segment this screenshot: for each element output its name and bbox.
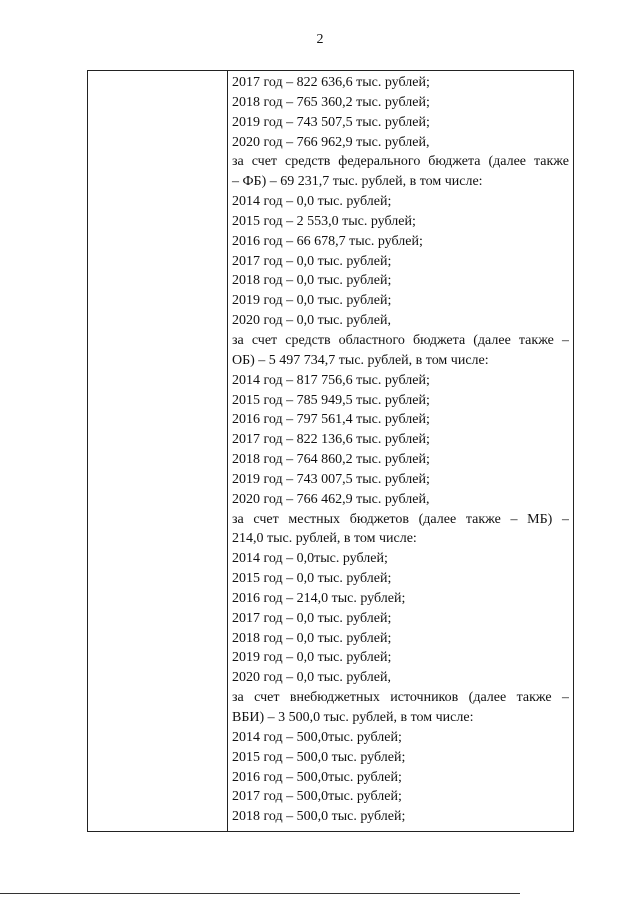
text-line: 2016 год – 797 561,4 тыс. рублей; [232, 412, 430, 428]
text-line: 2016 год – 66 678,7 тыс. рублей; [232, 233, 423, 249]
text-line: 2019 год – 743 007,5 тыс. рублей; [232, 471, 430, 487]
text-line: 2018 год – 500,0 тыс. рублей; [232, 809, 406, 825]
text-line: 2020 год – 766 962,9 тыс. рублей, [232, 134, 430, 150]
text-line: 2014 год – 0,0 тыс. рублей; [232, 194, 392, 210]
text-line: 2015 год – 785 949,5 тыс. рублей; [232, 392, 430, 408]
text-line: 2017 год – 0,0 тыс. рублей; [232, 253, 392, 269]
text-line: 2017 год – 500,0тыс. рублей; [232, 789, 402, 805]
text-line: за счет местных бюджетов (далее также – МБ) – [232, 511, 569, 527]
table-left-cell [88, 71, 228, 831]
text-line: 2015 год – 2 553,0 тыс. рублей; [232, 213, 416, 229]
text-line: за счет средств федерального бюджета (далее также [232, 154, 569, 170]
text-line: 2019 год – 743 507,5 тыс. рублей; [232, 114, 430, 130]
text-line: 214,0 тыс. рублей, в том числе: [232, 531, 417, 547]
text-line: 2017 год – 822 136,6 тыс. рублей; [232, 432, 430, 448]
text-line: ОБ) – 5 497 734,7 тыс. рублей, в том числе: [232, 352, 489, 368]
text-line: ВБИ) – 3 500,0 тыс. рублей, в том числе: [232, 710, 474, 725]
text-line: за счет средств областного бюджета (далее также – [232, 332, 569, 348]
text-line: 2019 год – 0,0 тыс. рублей; [232, 650, 392, 666]
footer-divider [0, 893, 520, 894]
text-line: 2014 год – 817 756,6 тыс. рублей; [232, 372, 430, 388]
text-line: – ФБ) – 69 231,7 тыс. рублей, в том числе: [232, 174, 483, 190]
text-line: 2018 год – 765 360,2 тыс. рублей; [232, 94, 430, 110]
text-line: 2015 год – 500,0 тыс. рублей; [232, 749, 406, 765]
text-line: за счет внебюджетных источников (далее также – [232, 690, 569, 706]
text-line: 2020 год – 0,0 тыс. рублей, [232, 313, 391, 329]
table-right-cell [228, 71, 573, 831]
text-line: 2016 год – 214,0 тыс. рублей; [232, 590, 406, 606]
text-line: 2015 год – 0,0 тыс. рублей; [232, 571, 392, 587]
text-line: 2017 год – 822 636,6 тыс. рублей; [232, 75, 430, 90]
text-line: 2018 год – 0,0 тыс. рублей; [232, 630, 392, 646]
text-line: 2020 год – 0,0 тыс. рублей, [232, 670, 391, 686]
text-line: 2017 год – 0,0 тыс. рублей; [232, 610, 392, 626]
text-line: 2016 год – 500,0тыс. рублей; [232, 769, 402, 785]
text-line: 2019 год – 0,0 тыс. рублей; [232, 293, 392, 309]
text-line: 2018 год – 0,0 тыс. рублей; [232, 273, 392, 289]
text-line: 2020 год – 766 462,9 тыс. рублей, [232, 491, 430, 507]
text-line: 2014 год – 0,0тыс. рублей; [232, 551, 388, 567]
text-line: 2014 год – 500,0тыс. рублей; [232, 729, 402, 745]
text-line: 2018 год – 764 860,2 тыс. рублей; [232, 452, 430, 468]
funding-table [87, 70, 574, 832]
page-number: 2 [316, 32, 324, 47]
